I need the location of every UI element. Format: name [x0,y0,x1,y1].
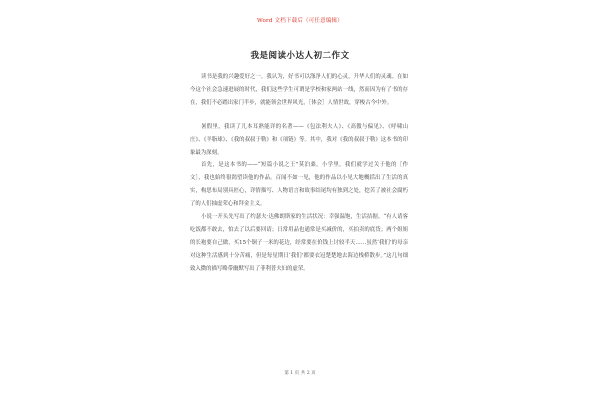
download-note: Word 文档下载后（可任意编辑） [257,18,343,24]
document-title: 我是阅读小达人初二作文 [250,51,350,61]
paragraph-4: 小说一开头先写出了约瑟夫·达佛朗斯家的生活状况：幸强温饱，生活拮据。“有人请客吃饭都不敢去，怕去了以后要回请；日常用品也通常是买减价的，买拍卖的底货；两个姐姐的长袍要自己做，买15个铜子一米的花边，经常要在价钱上讨较半天……虽然‘我们’的母亲对这种生活感到十分苦痛，但是每星期日‘我们’都要衣冠楚楚地去海边栈桥散步。”这几句细致入微的描写略带幽默写出了菲利普夫妇的虚荣。 [190,214,408,272]
page-indicator: 第 1 页 共 2 页 [284,371,316,376]
paragraph-2: 暑假里，我读了儿本耳熟能详的名著——《包法利夫人》、《高傲与偏见》、《呼啸山庄》、《羊脂球》、《我的叔叔于勒》和《项链》等。其中，我对《我的叔叔于勒》这本书的印象最为深刻。 [190,123,408,156]
paragraph-3: 首先，是这本书的——“短篇小说之王”莫泊桑。小学里，我们就学过关于他的［作文］，我也始终很渴望读他的作品。百闻不如一见，他的作品以小见大地概括出了生活的真实，构思布局别具匠心，详情描写、人物语言和故事结尾均有独到之处，挖苦了被社会腐朽了的人们抽虚荣心和拜金主义。 [190,162,408,208]
document-body [190,71,408,276]
paragraph-1: 读书是我的兴趣爱好之一。我认为，好书可以涤净人们的心灵，升华人们的灵魂。在如今这个社会急速进展的时代，我们这些学生可谓是学校和家两站一线，然而因为有了书的存在，我们不必踏出家门半步，就能领会世界风光，［体会］人情世故，穿梭古今中外。 [190,74,408,106]
